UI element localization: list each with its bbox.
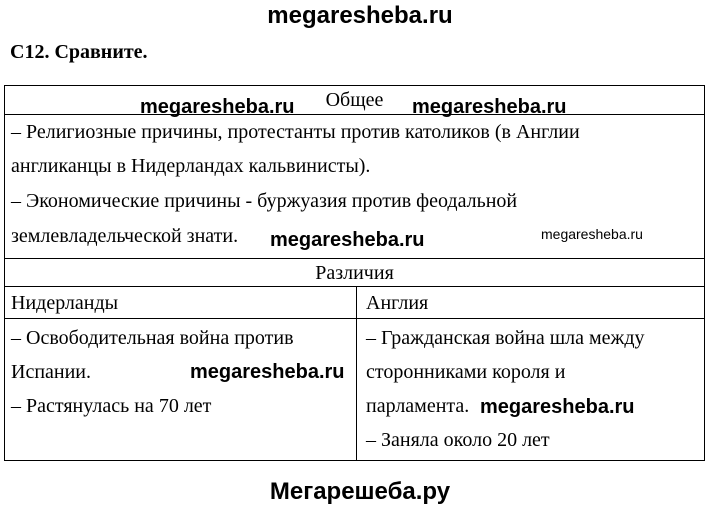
watermark: megaresheba.ru: [140, 96, 295, 118]
netherlands-line-2: Испании.: [11, 361, 92, 383]
netherlands-heading: Нидерланды: [11, 292, 119, 314]
common-heading-row: [5, 86, 704, 115]
columns-heading-row: [5, 287, 704, 319]
site-footer: Мегарешеба.ру: [269, 478, 451, 505]
column-divider: [356, 287, 357, 460]
common-line-4: землевладельческой знати.: [11, 225, 239, 247]
netherlands-line-1: – Освободительная война против: [11, 327, 294, 349]
england-heading: Англия: [366, 292, 429, 314]
common-line-3: – Экономические причины - буржуазия против феодальной: [11, 190, 518, 212]
england-line-1: – Гражданская война шла между: [366, 327, 645, 349]
england-line-3: парламента.: [366, 395, 470, 417]
watermark: megaresheba.ru: [480, 396, 635, 418]
watermark: megaresheba.ru: [541, 226, 643, 242]
common-line-2: англиканцы в Нидерландах кальвинисты).: [11, 155, 371, 177]
common-line-1: – Религиозные причины, протестанты против католиков (в Англии: [11, 121, 580, 143]
watermark: megaresheba.ru: [412, 96, 567, 118]
differences-heading: Различия: [315, 262, 394, 284]
differences-heading-row: [5, 258, 704, 287]
watermark: megaresheba.ru: [190, 361, 345, 383]
site-header: megaresheba.ru: [267, 2, 453, 29]
england-line-2: сторонниками короля и: [366, 361, 566, 383]
watermark: megaresheba.ru: [270, 229, 425, 251]
common-heading: Общее: [325, 89, 384, 111]
netherlands-line-3: – Растянулась на 70 лет: [11, 395, 212, 417]
task-title: С12. Сравните.: [10, 41, 148, 63]
england-line-4: – Заняла около 20 лет: [366, 429, 550, 451]
